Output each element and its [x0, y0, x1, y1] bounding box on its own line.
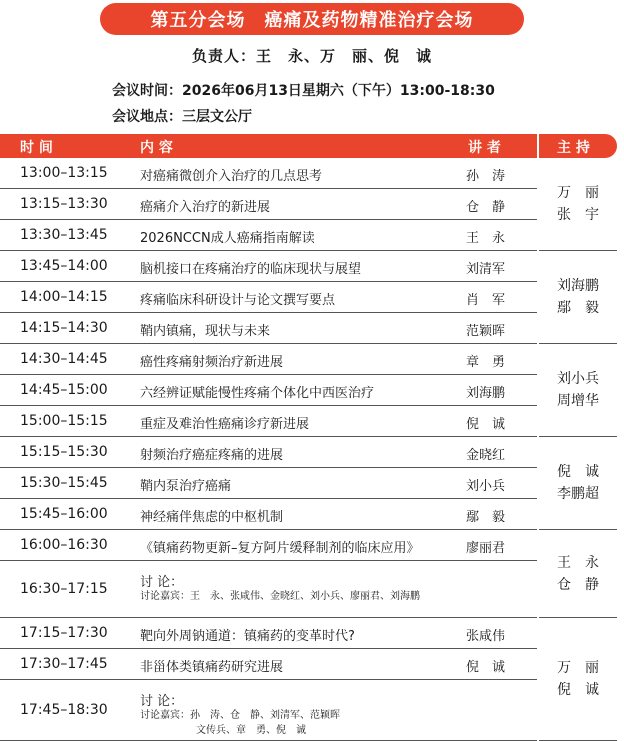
host-name: 张 宇 [557, 207, 599, 223]
row-speaker: 范颖晖 [466, 323, 506, 339]
row-time: 13:30–13:45 [20, 226, 108, 243]
row-time: 17:45–18:30 [20, 701, 108, 718]
table-row [0, 344, 537, 375]
table-row [0, 158, 537, 189]
table-row [0, 649, 537, 680]
table-row [0, 282, 537, 313]
host-cell [539, 158, 617, 251]
host-cell [539, 437, 617, 530]
header-speaker: 讲 者 [468, 140, 501, 156]
row-content: 癌痛介入治疗的新进展 [140, 199, 271, 215]
host-cell [539, 344, 617, 437]
row-discussion-guests: 文传兵、章 勇、倪 诚 [196, 725, 306, 736]
host-name: 倪 诚 [557, 682, 599, 698]
row-content: 靶向外周钠通道：镇痛药的变革时代? [140, 628, 355, 644]
row-content: 重症及难治性癌痛诊疗新进展 [140, 416, 310, 432]
row-content: 射频治疗癌症疼痛的进展 [140, 447, 284, 463]
row-speaker: 刘清军 [466, 261, 506, 277]
table-header [0, 134, 624, 158]
row-content: 对癌痛微创介入治疗的几点思考 [140, 168, 323, 184]
row-speaker: 刘海鹏 [466, 385, 506, 401]
table-row [0, 406, 537, 437]
row-speaker: 仓 静 [466, 199, 506, 215]
row-time: 16:30–17:15 [20, 580, 108, 597]
row-discussion: 讨 论： [140, 694, 184, 709]
meeting-time: 会议时间：2026年06月13日星期六（下午）13:00-18:30 [112, 83, 495, 99]
table-row [0, 313, 537, 344]
row-speaker: 刘小兵 [466, 478, 506, 494]
table-row [0, 468, 537, 499]
table-row [0, 220, 537, 251]
host-cell [539, 618, 617, 741]
host-cell [539, 251, 617, 344]
row-speaker: 倪 诚 [466, 416, 506, 432]
host-name: 仓 静 [557, 576, 599, 593]
row-content: 非甾体类镇痛药研究进展 [140, 659, 284, 675]
row-speaker: 鄢 毅 [466, 509, 506, 525]
row-time: 13:00–13:15 [20, 164, 108, 181]
row-time: 17:30–17:45 [20, 655, 108, 672]
row-content: 癌性疼痛射频治疗新进展 [140, 354, 284, 370]
row-speaker: 章 勇 [466, 354, 506, 370]
header-content: 内 容 [140, 140, 173, 156]
table-row [0, 189, 537, 220]
session-banner: 第五分会场 癌痛及药物精准治疗会场 [100, 3, 524, 35]
row-time: 17:15–17:30 [20, 624, 108, 641]
row-discussion: 讨 论： [140, 575, 184, 590]
host-name: 李鹏超 [557, 486, 599, 502]
row-speaker: 王 永 [466, 230, 506, 246]
row-speaker: 倪 诚 [466, 659, 506, 675]
header-time: 时 间 [20, 140, 53, 156]
host-name: 万 丽 [557, 660, 599, 676]
row-content: 鞘内泵治疗癌痛 [140, 478, 232, 494]
host-name: 倪 诚 [557, 464, 599, 480]
row-time: 14:30–14:45 [20, 350, 108, 367]
host-name: 刘小兵 [557, 371, 599, 387]
row-time: 15:00–15:15 [20, 412, 108, 429]
row-content: 2026NCCN成人癌痛指南解读 [140, 230, 315, 246]
row-content: 《镇痛药物更新–复方阿片缓释制剂的临床应用》 [140, 540, 420, 556]
host-name: 万 丽 [557, 185, 599, 201]
table-row [0, 680, 537, 741]
row-time: 14:00–14:15 [20, 288, 108, 305]
row-content: 六经辨证赋能慢性疼痛个体化中西医治疗 [140, 385, 375, 401]
row-time: 14:15–14:30 [20, 319, 108, 336]
table-row [0, 251, 537, 282]
host-name: 周增华 [557, 393, 599, 409]
row-time: 13:15–13:30 [20, 195, 108, 212]
row-content: 神经痛伴焦虑的中枢机制 [140, 509, 284, 525]
table-row [0, 530, 537, 561]
host-cell [539, 530, 617, 618]
table-row [0, 561, 537, 618]
row-discussion-guests: 讨论嘉宾：王 永、张咸伟、金晓红、刘小兵、廖丽君、刘海鹏 [140, 591, 420, 602]
row-time: 13:45–14:00 [20, 257, 108, 274]
row-speaker: 金晓红 [466, 447, 506, 463]
row-time: 14:45–15:00 [20, 381, 108, 398]
row-content: 脑机接口在疼痛治疗的临床现状与展望 [140, 261, 362, 277]
row-speaker: 张咸伟 [466, 628, 506, 644]
host-name: 王 永 [557, 554, 599, 571]
row-speaker: 孙 涛 [466, 168, 506, 184]
table-row [0, 375, 537, 406]
row-speaker: 廖丽君 [466, 540, 506, 556]
row-time: 16:00–16:30 [20, 536, 108, 553]
meeting-place: 会议地点：三层文公厅 [112, 109, 252, 125]
row-speaker: 肖 军 [466, 292, 506, 308]
row-time: 15:45–16:00 [20, 505, 108, 522]
row-content: 鞘内镇痛，现状与未来 [140, 323, 271, 339]
row-time: 15:15–15:30 [20, 443, 108, 460]
table-row [0, 618, 537, 649]
row-time: 15:30–15:45 [20, 474, 108, 491]
row-content: 疼痛临床科研设计与论文撰写要点 [140, 292, 336, 308]
session-chairs: 负责人：王 永、万 丽、倪 诚 [191, 47, 432, 65]
table-row [0, 437, 537, 468]
host-name: 刘海鹏 [557, 278, 599, 294]
host-name: 鄢 毅 [557, 300, 599, 316]
row-discussion-guests: 讨论嘉宾：孙 涛、仓 静、刘清军、范颖晖 [140, 710, 340, 721]
table-row [0, 499, 537, 530]
header-host: 主 持 [557, 140, 590, 156]
